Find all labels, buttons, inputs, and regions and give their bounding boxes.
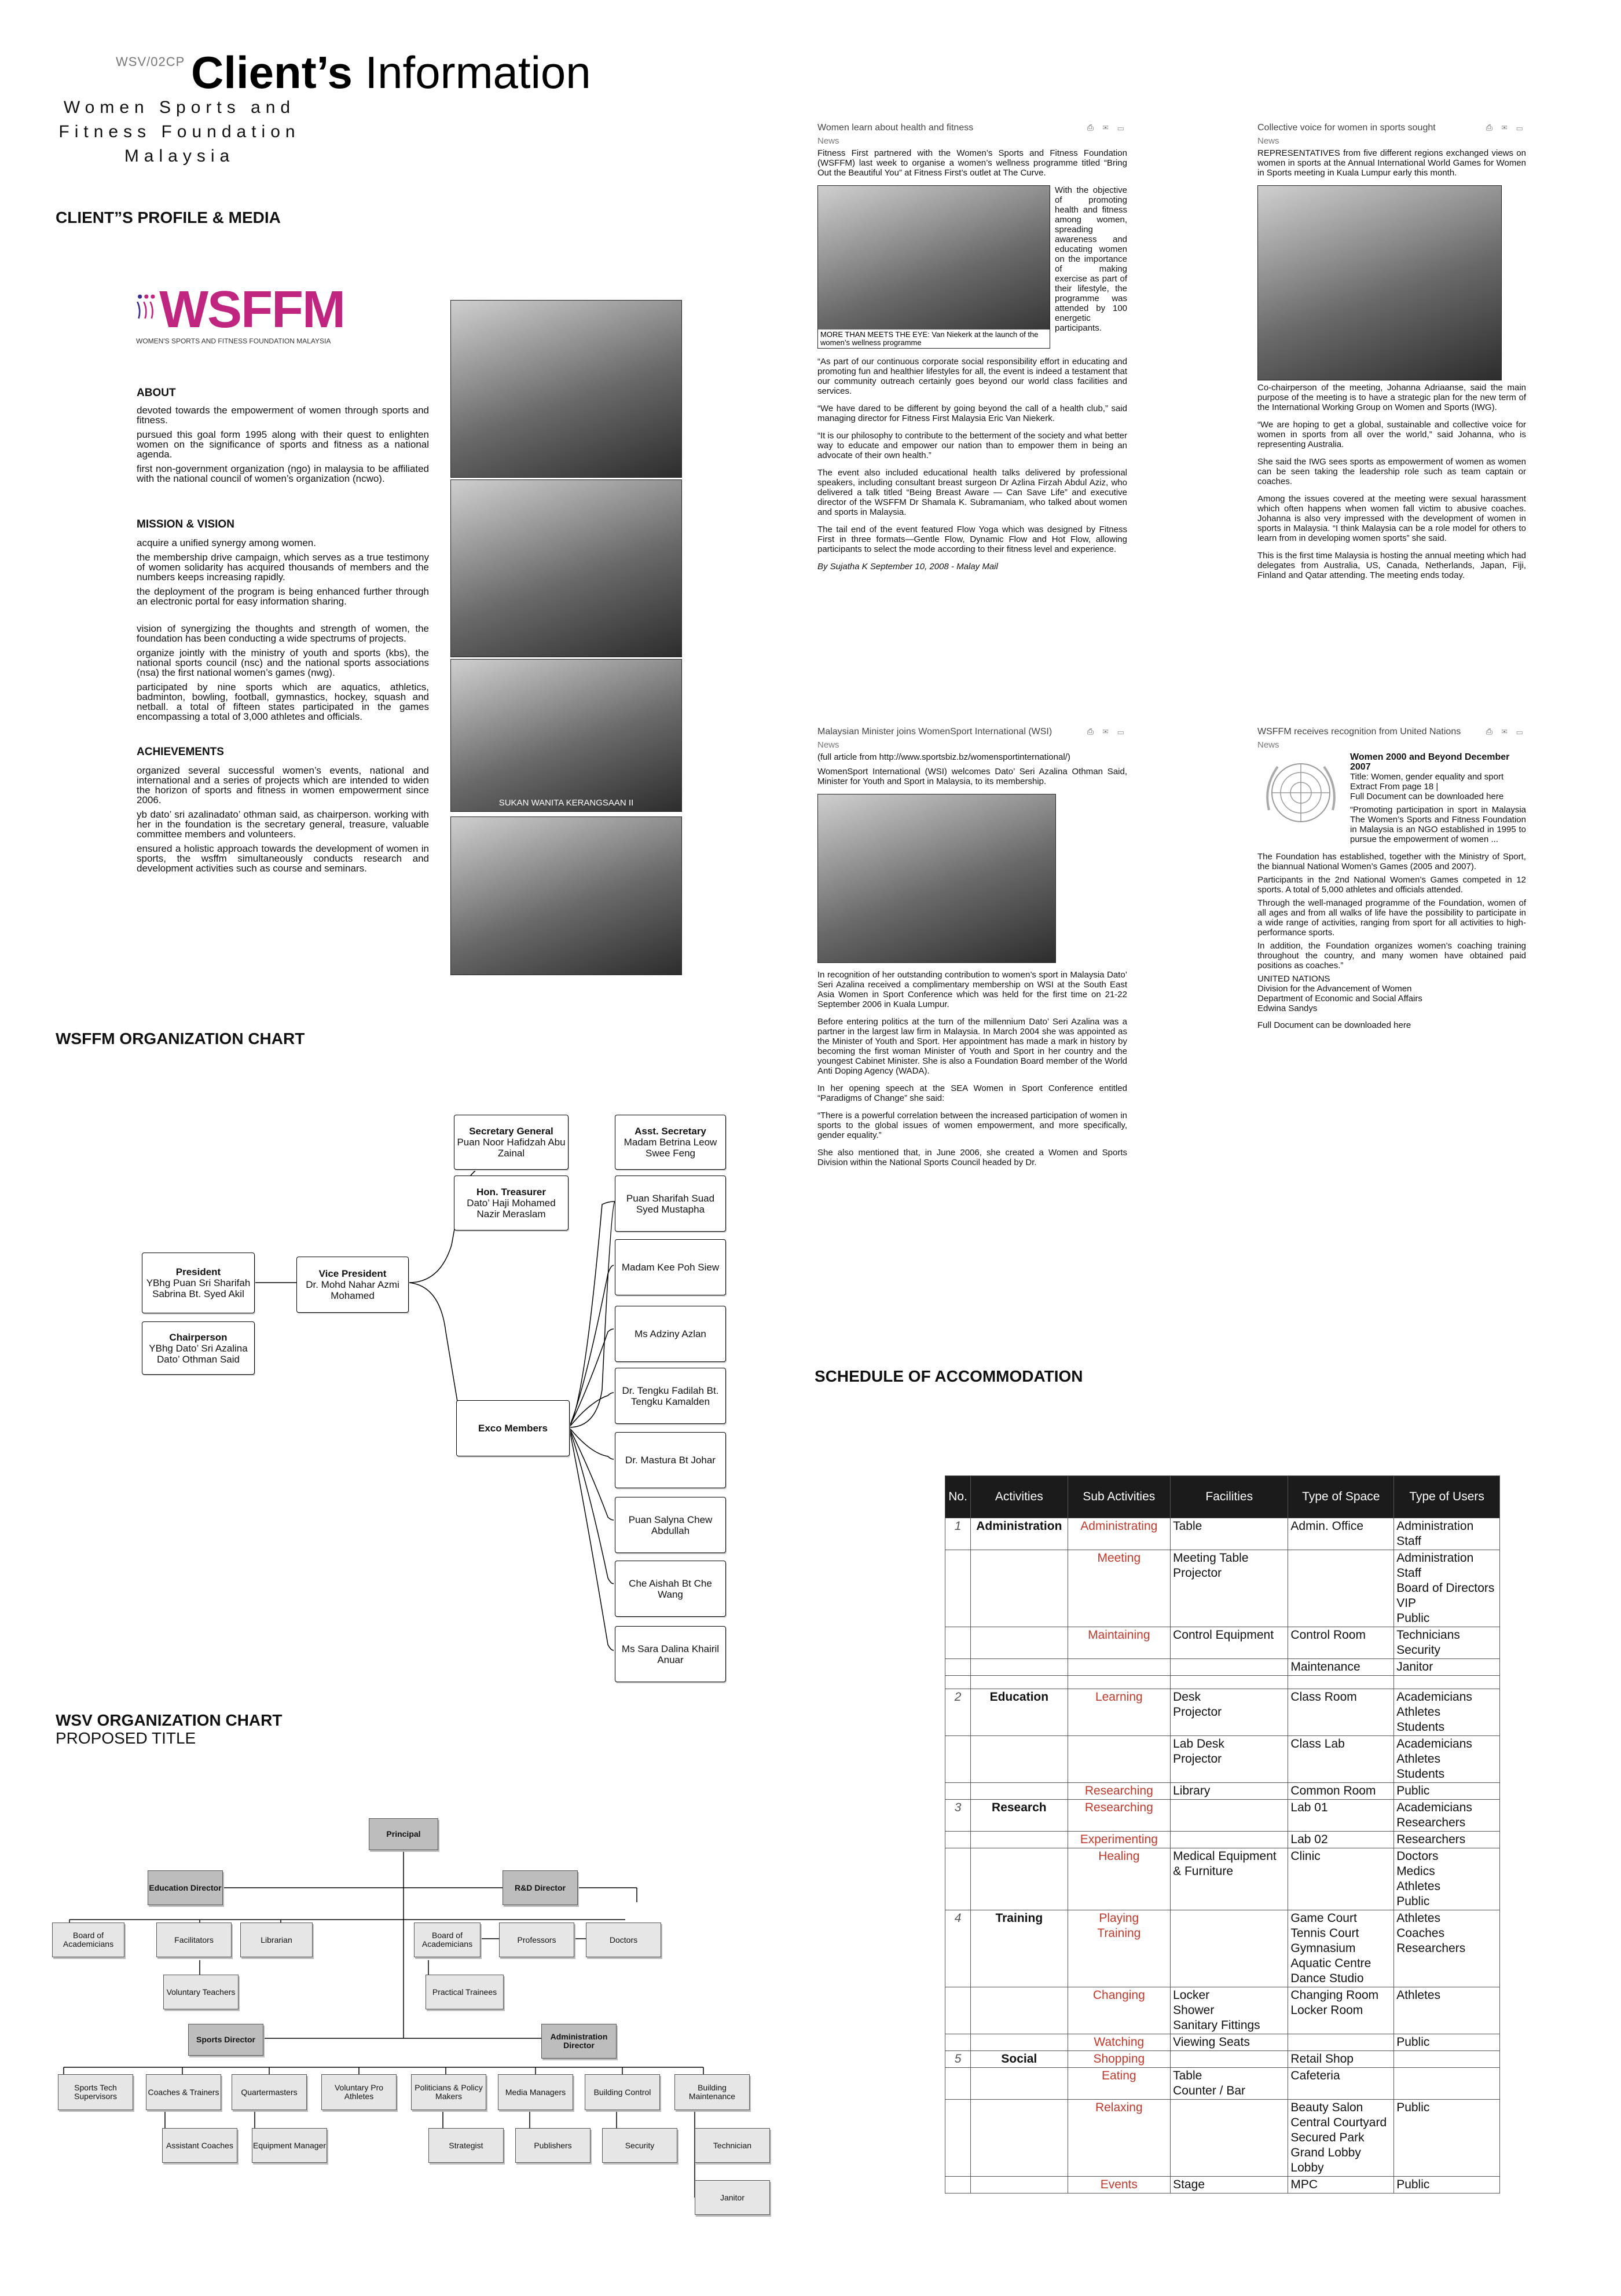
table-cell	[945, 2068, 971, 2100]
table-row	[945, 1676, 1500, 1689]
quartermasters-box: Quartermasters	[232, 2074, 307, 2110]
table-cell	[971, 1783, 1068, 1800]
table-row	[945, 1550, 1500, 1627]
table-cell: Clinic	[1288, 1848, 1394, 1910]
sports-director-box: Sports Director	[188, 2024, 263, 2056]
exco-member-box: Ms Adziny Azlan	[615, 1306, 726, 1362]
table-row	[945, 1518, 1500, 1550]
equipment-manager-box: Equipment Manager	[252, 2128, 327, 2163]
table-cell	[971, 1550, 1068, 1627]
achievement-paragraph: organized several successful women’s events, national and international and a series of projects which are intended to widen the horizon of sports and fitness in women empowerment since 2006.	[137, 765, 429, 805]
about-paragraph: devoted towards the empowerment of women through sports and fitness.	[137, 405, 429, 426]
president-box: President YBhg Puan Sri Sharifah Sabrina Bt. Syed Akil	[142, 1253, 255, 1313]
media-managers-box: Media Managers	[498, 2074, 573, 2110]
table-cell	[1171, 1676, 1288, 1689]
table-cell: 2	[945, 1689, 971, 1736]
table-cell	[945, 1659, 971, 1676]
article-tag: News	[817, 136, 839, 146]
footer-line: Department of Economic and Social Affairs	[1257, 994, 1422, 1004]
table-cell: Playing Training	[1068, 1910, 1171, 1987]
article-paragraph: “There is a powerful correlation between the increased participation of women in sports to the global issues of women empowerment, and more specifically, gender equality.”	[817, 1111, 1127, 1140]
mission-paragraph: vision of synergizing the thoughts and strength of women, the foundation has been conducting a wide spectrums of projects.	[137, 623, 429, 644]
article-paragraph: “We are hoping to get a global, sustainable and collective voice for women in sports from all over the world,” said Johanna, who is representing Australia.	[1257, 420, 1526, 449]
table-cell: Public	[1394, 2177, 1500, 2194]
table-cell	[971, 2177, 1068, 2194]
table-cell	[1171, 2051, 1288, 2068]
table-cell: Academicians Athletes Students	[1394, 1689, 1500, 1736]
article-paragraph: REPRESENTATIVES from five different regions exchanged views on women in sports at the Annual International World Games for Women in Sports meeting in Kuala Lumpur early this month.	[1257, 148, 1526, 178]
footer-line: Division for the Advancement of Women	[1257, 984, 1412, 994]
table-cell: Healing	[1068, 1848, 1171, 1910]
article-paragraph: “We have dared to be different by going beyond the call of a health club,” said managing director for Fitness First Malaysia Eric Van Niekerk.	[817, 404, 1127, 423]
board-academicians-box: Board of Academicians	[414, 1923, 481, 1957]
print-email-icons[interactable]: ⎙ ✉ ▭	[1087, 727, 1127, 736]
table-cell: Meeting Table Projector	[1171, 1550, 1288, 1627]
achievement-paragraph: yb dato’ sri azalinadato’ othman said, as chairperson. working with her in the foundation is the secretary general, treasure, valuable committee members and volunteers.	[137, 809, 429, 840]
table-cell	[1394, 2051, 1500, 2068]
board-academicians-box: Board of Academicians	[52, 1923, 124, 1957]
table-row	[945, 1987, 1500, 2034]
table-cell: Relaxing	[1068, 2100, 1171, 2177]
table-row	[945, 2034, 1500, 2051]
column-header: No.	[945, 1476, 971, 1518]
article-paragraph: Co-chairperson of the meeting, Johanna Adriaanse, said the main purpose of the meeting is to have a strategic plan for the new term of the International Working Group on Women and Sports (IWG).	[1257, 383, 1526, 412]
article-paragraph: With the objective of promoting health and fitness among women, spreading awareness and educating women on the importance of making exercise as part of their lifestyle, the programme was attended by 100 energetic participants.	[1055, 185, 1127, 333]
article-tag: News	[1257, 740, 1279, 750]
table-cell: Retail Shop	[1288, 2051, 1394, 2068]
table-cell: Game Court Tennis Court Gymnasium Aquatic Centre Dance Studio	[1288, 1910, 1394, 1987]
table-cell: Technicians Security	[1394, 1627, 1500, 1659]
table-cell: Administration Staff	[1394, 1518, 1500, 1550]
table-cell: Learning	[1068, 1689, 1171, 1736]
download-link[interactable]: Full Document can be downloaded here	[1257, 1020, 1411, 1030]
about-paragraph: pursued this goal form 1995 along with their quest to enlighten women on the significance of sports and fitness as a national agenda.	[137, 429, 429, 460]
table-cell	[1171, 1800, 1288, 1832]
article-paragraph: In addition, the Foundation organizes women’s coaching training throughout the country, and many women have obtained paid positions as coaches.”	[1257, 941, 1526, 971]
table-row	[945, 1689, 1500, 1736]
article-title[interactable]: Collective voice for women in sports sought	[1257, 123, 1436, 133]
table-cell	[1288, 1676, 1394, 1689]
rnd-director-box: R&D Director	[503, 1870, 578, 1905]
article-paragraph: In her opening speech at the SEA Women in Sport Conference entitled “Paradigms of Change” she said:	[817, 1083, 1127, 1103]
page-title: Client’s Information	[191, 47, 591, 98]
coaches-box: Coaches & Trainers	[146, 2074, 221, 2110]
table-cell: Table	[1171, 1518, 1288, 1550]
article-title[interactable]: Women learn about health and fitness	[817, 123, 974, 133]
article-paragraph: “It is our philosophy to contribute to the betterment of the society and what better way to educate and empower our nation than to empower them in being an advocate of their own health.”	[817, 431, 1127, 460]
client-name: Women Sports and Fitness Foundation Malaysia	[58, 98, 300, 166]
mission-paragraph: participated by nine sports which are aquatics, athletics, badminton, bowling, football, gymnastics, hockey, squash and netball. a total of fifteen states participated in the games encompassing a total of 3,000 athletes and officials.	[137, 682, 429, 722]
article-tag: News	[817, 740, 839, 750]
table-cell	[971, 1848, 1068, 1910]
table-row	[945, 2177, 1500, 2194]
achievement-paragraph: ensured a holistic approach towards the development of women in sports, the wsffm simultaneously conducts research and development activities such as course and seminars.	[137, 843, 429, 874]
table-cell: Researchers	[1394, 1832, 1500, 1848]
table-cell: Research	[971, 1800, 1068, 1832]
facilitators-box: Facilitators	[156, 1923, 232, 1957]
table-cell	[971, 1659, 1068, 1676]
article-paragraph: Fitness First partnered with the Women’s Sports and Fitness Foundation (WSFFM) last week to organise a women’s wellness programme titled “Bring Out the Beautiful You” at Fitness First’s outlet at The Curve.	[817, 148, 1127, 178]
table-cell	[1171, 1659, 1288, 1676]
article-byline: By Sujatha K September 10, 2008 - Malay Mail	[817, 562, 998, 572]
table-row	[945, 2051, 1500, 2068]
table-cell: Control Room	[1288, 1627, 1394, 1659]
document-code: WSV/02CP	[116, 54, 185, 69]
table-cell: Locker Shower Sanitary Fittings	[1171, 1987, 1288, 2034]
footer-line: Edwina Sandys	[1257, 1004, 1318, 1013]
column-header: Type of Users	[1394, 1476, 1500, 1518]
education-director-box: Education Director	[148, 1870, 223, 1905]
exco-member-box: Che Aishah Bt Che Wang	[615, 1561, 726, 1617]
table-cell: Control Equipment	[1171, 1627, 1288, 1659]
table-cell	[945, 1832, 971, 1848]
table-cell	[971, 1987, 1068, 2034]
table-cell: Medical Equipment & Furniture	[1171, 1848, 1288, 1910]
achievements-heading: ACHIEVEMENTS	[137, 746, 224, 758]
document-title: Women 2000 and Beyond December 2007	[1350, 752, 1510, 772]
table-cell: Public	[1394, 2034, 1500, 2051]
table-cell: MPC	[1288, 2177, 1394, 2194]
wsv-chart-subheading: PROPOSED TITLE	[56, 1729, 196, 1747]
table-cell: Common Room	[1288, 1783, 1394, 1800]
column-header: Sub Activities	[1068, 1476, 1171, 1518]
article-paragraph: She said the IWG sees sports as empowerment of women as women can be seen taking the leadership role such as team captain or coaches.	[1257, 457, 1526, 486]
article-paragraph: In recognition of her outstanding contribution to women’s sport in Malaysia Dato’ Seri Azalina received a complimentary membership on WSI at the South East Asia Women in Sport Conference which was held for the first time on 21-22 September 2006 in Kuala Lumpur.	[817, 970, 1127, 1009]
table-cell	[1068, 1676, 1171, 1689]
article-source: (full article from http://www.sportsbiz.bz/womensportinternational/)	[817, 752, 1070, 762]
article-paragraph: The Foundation has established, together with the Ministry of Sport, the biannual National Women’s Games (2005 and 2007).	[1257, 852, 1526, 871]
article-paragraph: The tail end of the event featured Flow Yoga which was designed by Fitness First in three formats—Gentle Flow, Dynamic Flow and Hot Flow, allowing participants to select the mode according to their fitness level and experience.	[817, 525, 1127, 554]
table-cell: Table Counter / Bar	[1171, 2068, 1288, 2100]
article-paragraph: Participants in the 2nd National Women’s Games competed in 12 sports. A total of 5,000 athletes and officials attended.	[1257, 875, 1526, 895]
table-cell: Education	[971, 1689, 1068, 1736]
table-cell	[971, 1832, 1068, 1848]
table-cell: Class Lab	[1288, 1736, 1394, 1783]
table-row	[945, 1910, 1500, 1987]
doctors-box: Doctors	[586, 1923, 661, 1957]
table-cell: Janitor	[1394, 1659, 1500, 1676]
table-cell: Experimenting	[1068, 1832, 1171, 1848]
table-row	[945, 1800, 1500, 1832]
table-cell	[945, 2177, 971, 2194]
table-row	[945, 1659, 1500, 1676]
article-paragraph: The event also included educational health talks delivered by professional speakers, including consultant breast surgeon Dr Azlina Firzah Abdul Aziz, who delivered a talk titled “Being Breast Aware — Can Save Life” and executive director of the WSFFM Dr Shamala K. Subramaniam, who talked about women and sports in Malaysia.	[817, 468, 1127, 517]
table-cell: 1	[945, 1518, 971, 1550]
table-row	[945, 1627, 1500, 1659]
document-line: Extract From page 18 |	[1350, 782, 1439, 792]
table-cell: Researching	[1068, 1783, 1171, 1800]
table-cell	[1394, 1676, 1500, 1689]
exco-member-box: Ms Sara Dalina Khairil Anuar	[615, 1626, 726, 1682]
table-cell	[1171, 1832, 1288, 1848]
table-cell: Admin. Office	[1288, 1518, 1394, 1550]
table-cell	[1068, 1659, 1171, 1676]
schedule-body	[945, 1518, 1500, 2194]
article-paragraph: Among the issues covered at the meeting were sexual harassment which often happens when women fall victim to abusive coaches. Johanna is also very impressed with the development of women in sports in Malaysia. “I think Malaysia can be a role model for others to learn from in developing women sports” she said.	[1257, 494, 1526, 543]
table-row	[945, 2068, 1500, 2100]
table-cell	[971, 2068, 1068, 2100]
table-cell	[945, 2100, 971, 2177]
building-control-box: Building Control	[585, 2074, 660, 2110]
table-cell	[945, 1987, 971, 2034]
professors-box: Professors	[499, 1923, 574, 1957]
table-cell	[1068, 1736, 1171, 1783]
table-cell: Public	[1394, 2100, 1500, 2177]
chairperson-box: Chairperson YBhg Dato’ Sri Azalina Dato’ Othman Said	[142, 1321, 255, 1375]
article-paragraph: “As part of our continuous corporate social responsibility effort in educating and promoting fun and healthier lifestyles for all, the event is indeed a testament that our community outreach certainly goes beyond our world class facilities and services.	[817, 357, 1127, 396]
table-cell: Maintenance	[1288, 1659, 1394, 1676]
mission-paragraph: the deployment of the program is being enhanced further through an electronic portal for easy information sharing.	[137, 586, 429, 607]
table-cell: Athletes	[1394, 1987, 1500, 2034]
assistant-coaches-box: Assistant Coaches	[162, 2128, 237, 2163]
politicians-box: Politicians & Policy Makers	[411, 2074, 486, 2110]
table-cell	[945, 1848, 971, 1910]
security-box: Security	[602, 2128, 677, 2163]
document-line: Title: Women, gender equality and sport	[1350, 772, 1504, 782]
table-cell: Shopping	[1068, 2051, 1171, 2068]
column-header: Activities	[971, 1476, 1068, 1518]
table-cell	[971, 1736, 1068, 1783]
table-cell	[1288, 2034, 1394, 2051]
table-cell	[945, 2034, 971, 2051]
table-cell: 5	[945, 2051, 971, 2068]
table-cell: Academicians Researchers	[1394, 1800, 1500, 1832]
table-row	[945, 1736, 1500, 1783]
publishers-box: Publishers	[515, 2128, 591, 2163]
exco-member-box: Puan Salyna Chew Abdullah	[615, 1497, 726, 1553]
table-header-row	[945, 1476, 1500, 1518]
schedule-table	[945, 1475, 1500, 2194]
table-cell: Meeting	[1068, 1550, 1171, 1627]
table-cell: Administration Staff Board of Directors VIP Public	[1394, 1550, 1500, 1627]
print-email-icons[interactable]: ⎙ ✉ ▭	[1486, 123, 1526, 132]
article-title[interactable]: WSFFM receives recognition from United Nations	[1257, 727, 1461, 737]
table-row	[945, 2100, 1500, 2177]
table-cell	[945, 1676, 971, 1689]
print-email-icons[interactable]: ⎙ ✉ ▭	[1486, 727, 1526, 736]
wsv-chart-heading: WSV ORGANIZATION CHART	[56, 1711, 283, 1729]
print-email-icons[interactable]: ⎙ ✉ ▭	[1087, 123, 1127, 132]
table-cell: Changing	[1068, 1987, 1171, 2034]
exco-member-box: Puan Sharifah Suad Syed Mustapha	[615, 1176, 726, 1232]
mission-paragraph: organize jointly with the ministry of youth and sports (kbs), the national sports council (nsc) and the national sports associations (nsa) the first national women’s games (nwg).	[137, 647, 429, 678]
table-cell: Administrating	[1068, 1518, 1171, 1550]
table-cell: Events	[1068, 2177, 1171, 2194]
treasurer-box: Hon. Treasurer Dato’ Haji Mohamed Nazir Meraslam	[454, 1176, 569, 1231]
table-cell: Doctors Medics Athletes Public	[1394, 1848, 1500, 1910]
table-cell	[945, 1550, 971, 1627]
about-heading: ABOUT	[137, 387, 176, 399]
table-cell	[945, 1783, 971, 1800]
article-tag: News	[1257, 136, 1279, 146]
voluntary-teachers-box: Voluntary Teachers	[163, 1975, 239, 2009]
logo-wordmark: WSFFM	[159, 281, 344, 339]
strategist-box: Strategist	[428, 2128, 504, 2163]
table-cell: Lab 02	[1288, 1832, 1394, 1848]
article-paragraph: Before entering politics at the turn of the millennium Dato’ Seri Azalina was a partner in the largest law firm in Malaysia. In March 2004 she was appointed as the Minister of Youth and Sport. Her appointment has made a mark in history by becoming the first woman Minister of Youth and Sport in her country and the youngest Cabinet Minister. She is also a Foundation Board member of the World Anti Doping Agency (WADA).	[817, 1017, 1127, 1076]
table-row	[945, 1783, 1500, 1800]
article-title[interactable]: Malaysian Minister joins WomenSport International (WSI)	[817, 727, 1052, 737]
exco-member-box: Dr. Tengku Fadilah Bt. Tengku Kamalden	[615, 1368, 726, 1424]
table-cell: Social	[971, 2051, 1068, 2068]
logo-subtitle: WOMEN'S SPORTS AND FITNESS FOUNDATION MALAYSIA	[136, 337, 331, 345]
table-cell: Desk Projector	[1171, 1689, 1288, 1736]
administration-director-box: Administration Director	[541, 2024, 617, 2059]
table-cell	[971, 2100, 1068, 2177]
table-cell: Beauty Salon Central Courtyard Secured Park Grand Lobby Lobby	[1288, 2100, 1394, 2177]
table-cell: Researching	[1068, 1800, 1171, 1832]
footer-line: UNITED NATIONS	[1257, 974, 1330, 984]
table-row	[945, 1848, 1500, 1910]
table-cell: Athletes Coaches Researchers	[1394, 1910, 1500, 1987]
table-cell	[1171, 1910, 1288, 1987]
table-cell	[945, 1627, 971, 1659]
article-quote: “Promoting participation in sport in Malaysia The Women’s Sports and Fitness Foundation in Malaysia is an NGO established in 1995 to pursue the empowerment of women ...	[1350, 805, 1526, 844]
table-cell: Lab Desk Projector	[1171, 1736, 1288, 1783]
table-cell	[971, 1676, 1068, 1689]
article-paragraph: She also mentioned that, in June 2006, she created a Women and Sports Division within the National Sports Council headed by Dr.	[817, 1148, 1127, 1167]
table-cell: Cafeteria	[1288, 2068, 1394, 2100]
table-cell: Library	[1171, 1783, 1288, 1800]
about-paragraph: first non-government organization (ngo) in malaysia to be affiliated with the national council of women’s organization (ncwo).	[137, 463, 429, 484]
table-cell	[945, 1736, 971, 1783]
column-header: Type of Space	[1288, 1476, 1394, 1518]
table-cell: Viewing Seats	[1171, 2034, 1288, 2051]
janitor-box: Janitor	[695, 2180, 770, 2215]
table-cell: 4	[945, 1910, 971, 1987]
technician-box: Technician	[695, 2128, 770, 2163]
article-paragraph: WomenSport International (WSI) welcomes Dato’ Seri Azalina Othman Said, Minister for Youth and Sport in Malaysia, to its membership.	[817, 767, 1127, 786]
table-cell: Lab 01	[1288, 1800, 1394, 1832]
exco-members-box: Exco Members	[456, 1400, 570, 1456]
practical-trainees-box: Practical Trainees	[426, 1975, 504, 2009]
voluntary-pro-athletes-box: Voluntary Pro Athletes	[321, 2074, 397, 2110]
table-cell: Academicians Athletes Students	[1394, 1736, 1500, 1783]
vice-president-box: Vice President Dr. Mohd Nahar Azmi Mohamed	[296, 1257, 409, 1313]
mission-heading: MISSION & VISION	[137, 518, 234, 530]
table-cell: 3	[945, 1800, 971, 1832]
exco-member-box: Madam Kee Poh Siew	[615, 1239, 726, 1295]
table-cell	[1171, 2100, 1288, 2177]
librarian-box: Librarian	[240, 1923, 313, 1957]
table-cell: Class Room	[1288, 1689, 1394, 1736]
asst-secretary-box: Asst. Secretary Madam Betrina Leow Swee Feng	[615, 1115, 726, 1170]
photo-fitness-first: MORE THAN MEETS THE EYE: Van Niekerk at the launch of the women’s wellness programme	[817, 185, 1050, 349]
mission-paragraph: acquire a unified synergy among women.	[137, 537, 316, 548]
mission-paragraph: the membership drive campaign, which serves as a true testimony of women solidarity has acquired thousands of members and the numbers keeps increasing rapidly.	[137, 552, 429, 583]
table-cell	[1288, 1550, 1394, 1627]
table-cell: Public	[1394, 1783, 1500, 1800]
building-maintenance-box: Building Maintenance	[674, 2074, 750, 2110]
download-link[interactable]: Full Document can be downloaded here	[1350, 792, 1504, 801]
profile-heading: CLIENT”S PROFILE & MEDIA	[56, 208, 281, 226]
sports-tech-box: Sports Tech Supervisors	[58, 2074, 133, 2110]
column-header: Facilities	[1171, 1476, 1288, 1518]
secretary-general-box: Secretary General Puan Noor Hafidzah Abu Zainal	[454, 1115, 569, 1170]
table-cell: Maintaining	[1068, 1627, 1171, 1659]
table-cell: Administration	[971, 1518, 1068, 1550]
table-cell	[971, 1627, 1068, 1659]
table-cell: Eating	[1068, 2068, 1171, 2100]
principal-box: Principal	[369, 1818, 438, 1850]
exco-member-box: Dr. Mastura Bt Johar	[615, 1432, 726, 1488]
table-cell	[1394, 2068, 1500, 2100]
table-cell: Training	[971, 1910, 1068, 1987]
table-cell: Stage	[1171, 2177, 1288, 2194]
photo-sukan-wanita: SUKAN WANITA KERANGSAAN II	[450, 659, 682, 812]
table-cell	[971, 2034, 1068, 2051]
table-row	[945, 1832, 1500, 1848]
table-cell: Watching	[1068, 2034, 1171, 2051]
schedule-heading: SCHEDULE OF ACCOMMODATION	[815, 1367, 1083, 1385]
org-chart-heading: WSFFM ORGANIZATION CHART	[56, 1030, 305, 1048]
table-cell: Changing Room Locker Room	[1288, 1987, 1394, 2034]
article-paragraph: This is the first time Malaysia is hosting the annual meeting which had delegates from Australia, US, Canada, Netherlands, Japan, Fiji, Finland and Qatar attending. The meeting ends today.	[1257, 551, 1526, 580]
article-paragraph: Through the well-managed programme of the Foundation, women of all ages and from all walks of life have the possibility to participate in a wide range of activities, ranging from sport for all activities to high-performance sports.	[1257, 898, 1526, 938]
